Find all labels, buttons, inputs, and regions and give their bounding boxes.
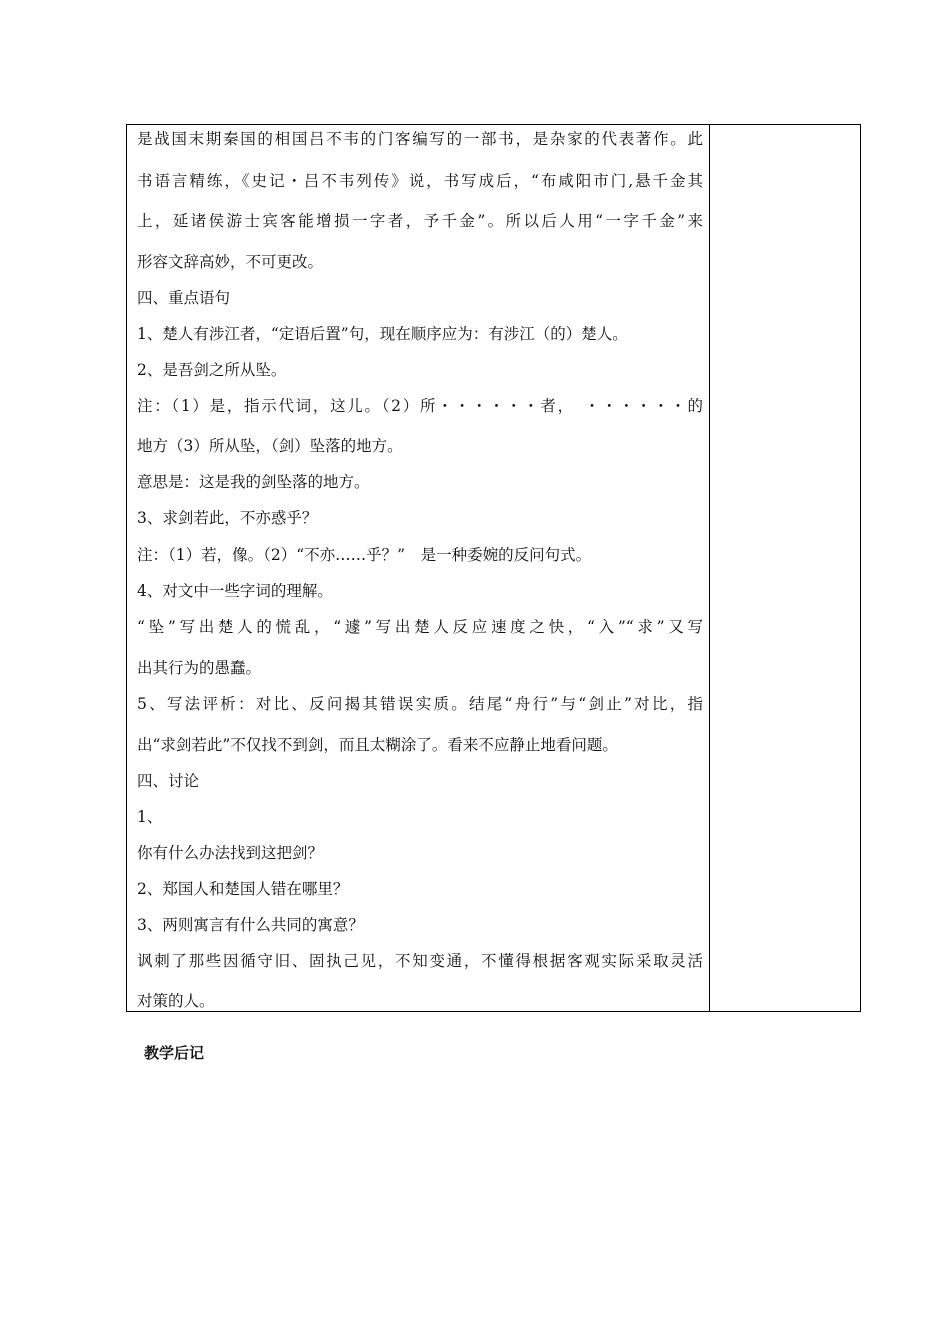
text-line: 5、写法评析：对比、反问揭其错误实质。结尾“舟行”与“剑止”对比，指 (137, 695, 703, 713)
text-line: 2、郑国人和楚国人错在哪里？ (137, 880, 349, 898)
text-line: 书语言精练，《史记・吕不韦列传》说，书写成后，“布咸阳市门,悬千金其 (137, 172, 703, 190)
text-line: 形容文辞高妙，不可更改。 (137, 253, 324, 271)
column-divider (709, 125, 710, 1011)
text-line: 讽刺了那些因循守旧、固执己见，不知变通，不懂得根据客观实际采取灵活 (137, 952, 703, 970)
text-line: 出其行为的愚蠢。 (137, 659, 262, 677)
text-line: 是战国末期秦国的相国吕不韦的门客编写的一部书，是杂家的代表著作。此 (137, 130, 703, 148)
text-line: 你有什么办法找到这把剑？ (137, 844, 324, 862)
text-line: 注：（1）若，像。（2）“不亦……乎？” 是一种委婉的反问句式。 (137, 546, 592, 564)
text-line: 出“求剑若此”不仅找不到剑，而且太糊涂了。看来不应静止地看问题。 (137, 736, 618, 754)
teaching-afterword-heading: 教学后记 (144, 1044, 205, 1062)
text-line: 对策的人。 (137, 992, 215, 1010)
section-heading: 四、重点语句 (137, 289, 231, 307)
text-line: 3、求剑若此，不亦惑乎？ (137, 509, 318, 527)
section-heading: 四、讨论 (137, 772, 200, 790)
text-line: 上，延诸侯游士宾客能增损一字者，予千金”。所以后人用“一字千金”来 (137, 212, 703, 230)
text-line: 1、楚人有涉江者，“定语后置”句，现在顺序应为：有涉江（的）楚人。 (137, 325, 628, 343)
text-line: 1、 (137, 808, 163, 826)
text-line: “坠”写出楚人的慌乱，“遽”写出楚人反应速度之快，“入”“求”又写 (137, 618, 703, 636)
text-line: 2、是吾剑之所从坠。 (137, 361, 287, 379)
text-line: 地方（3）所从坠，（剑）坠落的地方。 (137, 437, 403, 455)
text-line: 4、对文中一些字词的理解。 (137, 582, 333, 600)
lesson-table (126, 124, 861, 1012)
text-line: 意思是：这是我的剑坠落的地方。 (137, 473, 370, 491)
text-line: 3、两则寓言有什么共同的寓意？ (137, 916, 364, 934)
text-line: 注：（1）是，指示代词，这儿。（2）所・・・・・・者， ・・・・・・的 (137, 397, 703, 415)
